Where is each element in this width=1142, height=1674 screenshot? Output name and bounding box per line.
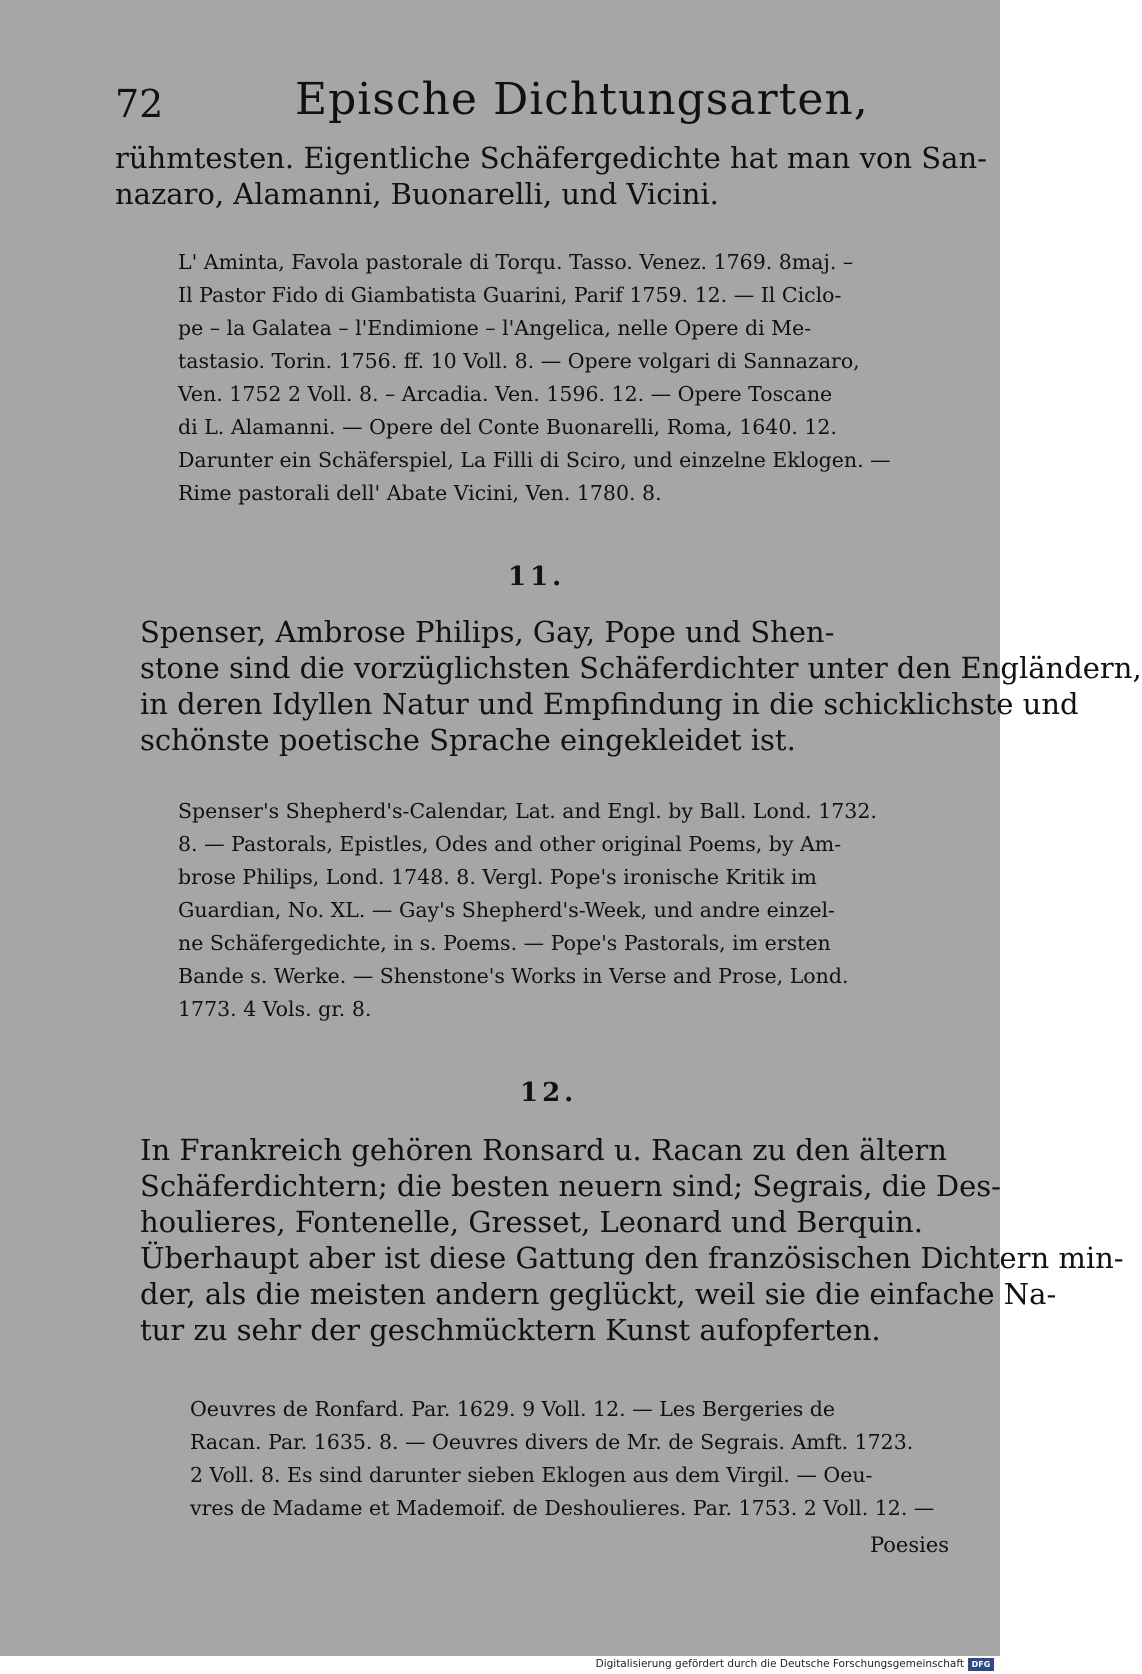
note-line: Rime pastorali dell' Abate Vicini, Ven. 1780. 8.	[178, 481, 662, 505]
text-line: Spenser, Ambrose Philips, Gay, Pope und Shen-	[140, 615, 835, 649]
note-line: 1773. 4 Vols. gr. 8.	[178, 997, 372, 1021]
paragraph-1	[115, 140, 987, 212]
note-line: 2 Voll. 8. Es sind darunter sieben Eklogen aus dem Virgil. — Oeu-	[190, 1463, 873, 1487]
note-line: Spenser's Shepherd's-Calendar, Lat. and Engl. by Ball. Lond. 1732.	[178, 799, 877, 823]
paragraph-3	[140, 1132, 1124, 1348]
text-line: Schäferdichtern; die besten neuern sind; Segrais, die Des-	[140, 1169, 1001, 1203]
note-line: Oeuvres de Ronfard. Par. 1629. 9 Voll. 12. — Les Bergeries de	[190, 1397, 835, 1421]
running-title: Epische Dichtungsarten,	[295, 74, 869, 125]
footer-bar	[0, 1656, 1000, 1674]
text-line: tur zu sehr der geschmücktern Kunst aufopferten.	[140, 1313, 881, 1347]
text-line: der, als die meisten andern geglückt, weil sie die einfache Na-	[140, 1277, 1057, 1311]
footnote-3	[190, 1393, 950, 1525]
note-line: vres de Madame et Mademoif. de Deshoulieres. Par. 1753. 2 Voll. 12. —	[190, 1496, 935, 1520]
text-line: Überhaupt aber ist diese Gattung den französischen Dichtern min-	[140, 1241, 1124, 1275]
text-line: In Frankreich gehören Ronsard u. Racan zu den ältern	[140, 1133, 947, 1167]
text-line: schönste poetische Sprache eingekleidet ist.	[140, 723, 796, 757]
note-line: Darunter ein Schäferspiel, La Filli di Sciro, und einzelne Eklogen. —	[178, 448, 891, 472]
note-line: Il Pastor Fido di Giambatista Guarini, Parif 1759. 12. — Il Ciclo-	[178, 283, 842, 307]
section-number: 11.	[508, 562, 566, 592]
page-number: 72	[115, 82, 164, 126]
note-line: 8. — Pastorals, Epistles, Odes and other original Poems, by Am-	[178, 832, 842, 856]
catchword: Poesies	[870, 1533, 950, 1557]
note-line: L' Aminta, Favola pastorale di Torqu. Tasso. Venez. 1769. 8maj. –	[178, 250, 854, 274]
dfg-logo-icon: DFG	[968, 1658, 994, 1671]
note-line: pe – la Galatea – l'Endimione – l'Angelica, nelle Opere di Me-	[178, 316, 812, 340]
note-line: Guardian, No. XL. — Gay's Shepherd's-Week, und andre einzel-	[178, 898, 835, 922]
footnote-2	[178, 795, 938, 1026]
note-line: Bande s. Werke. — Shenstone's Works in Verse and Prose, Lond.	[178, 964, 849, 988]
note-line: tastasio. Torin. 1756. ff. 10 Voll. 8. — Opere volgari di Sannazaro,	[178, 349, 860, 373]
note-line: ne Schäfergedichte, in s. Poems. — Pope's Pastorals, im ersten	[178, 931, 831, 955]
text-line: nazaro, Alamanni, Buonarelli, und Vicini.	[115, 177, 719, 211]
text-line: houlieres, Fontenelle, Gresset, Leonard und Berquin.	[140, 1205, 923, 1239]
text-line: in deren Idyllen Natur und Empfindung in die schicklichste und	[140, 687, 1079, 721]
funding-credit: Digitalisierung gefördert durch die Deutsche Forschungsgemeinschaft	[595, 1658, 964, 1670]
text-line: rühmtesten. Eigentliche Schäfergedichte hat man von San-	[115, 141, 987, 175]
footnote-1	[178, 246, 913, 510]
page-header	[115, 74, 905, 134]
paragraph-2	[140, 614, 1142, 758]
section-number: 12.	[520, 1078, 578, 1108]
note-line: Ven. 1752 2 Voll. 8. – Arcadia. Ven. 1596. 12. — Opere Toscane	[178, 382, 833, 406]
note-line: di L. Alamanni. — Opere del Conte Buonarelli, Roma, 1640. 12.	[178, 415, 837, 439]
note-line: Racan. Par. 1635. 8. — Oeuvres divers de Mr. de Segrais. Amft. 1723.	[190, 1430, 914, 1454]
note-line: brose Philips, Lond. 1748. 8. Vergl. Pope's ironische Kritik im	[178, 865, 817, 889]
text-line: stone sind die vorzüglichsten Schäferdichter unter den Engländern,	[140, 651, 1142, 685]
